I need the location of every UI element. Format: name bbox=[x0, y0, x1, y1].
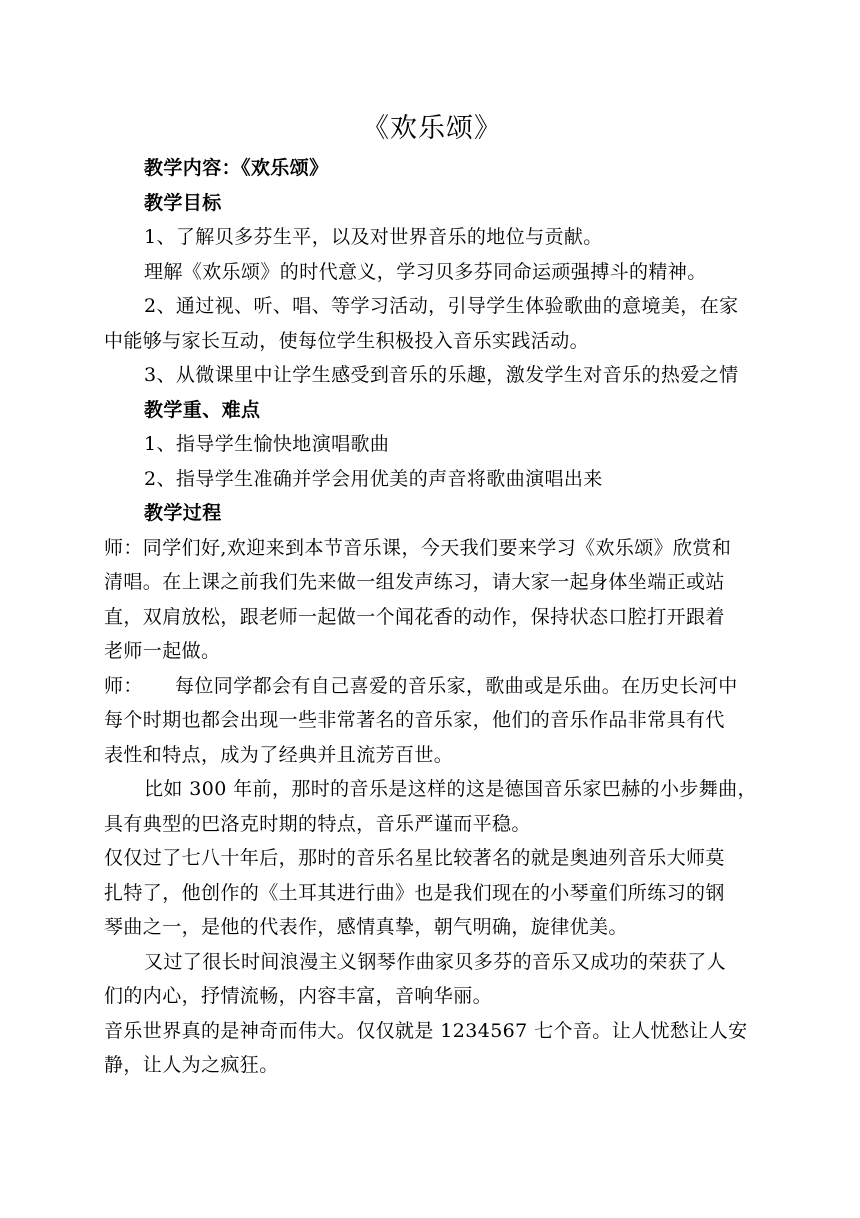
text-line: 扎特了，他创作的《土耳其进行曲》也是我们现在的小琴童们所练习的钢 bbox=[104, 881, 725, 904]
text-line: 2、通过视、听、唱、等学习活动，引导学生体验歌曲的意境美，在家 bbox=[144, 295, 739, 317]
text-line: 2、指导学生准确并学会用优美的声音将歌曲演唱出来 bbox=[144, 467, 603, 490]
text-line: 中能够与家长互动，使每位学生积极投入音乐实践活动。 bbox=[104, 329, 590, 352]
text-line: 琴曲之一，是他的代表作，感情真挚，朝气明确，旋律优美。 bbox=[104, 916, 628, 938]
text-line: 3、从微课里中让学生感受到音乐的乐趣，激发学生对音乐的热爱之情 bbox=[144, 364, 739, 386]
document-body bbox=[104, 151, 760, 1083]
text-line: 1、了解贝多芬生平，以及对世界音乐的地位与贡献。 bbox=[144, 226, 603, 248]
text-line: 们的内心，抒情流畅，内容丰富，音响华丽。 bbox=[104, 985, 493, 1007]
text-line: 又过了很长时间浪漫主义钢琴作曲家贝多芬的音乐又成功的荣获了人 bbox=[144, 950, 727, 973]
document-title: 《欢乐颂》 bbox=[362, 113, 502, 144]
text-line: 直，双肩放松，跟老师一起做一个闻花香的动作，保持状态口腔打开跟着 bbox=[104, 605, 725, 628]
text-line: 具有典型的巴洛克时期的特点，音乐严谨而平稳。 bbox=[104, 812, 531, 835]
section-heading: 教学内容：《欢乐颂》 bbox=[144, 157, 329, 179]
text-line: 比如 300 年前，那时的音乐是这样的这是德国音乐家巴赫的小步舞曲， bbox=[144, 778, 757, 800]
text-line: 每个时期也都会出现一些非常著名的音乐家，他们的音乐作品非常具有代 bbox=[104, 709, 725, 731]
text-line: 师：同学们好,欢迎来到本节音乐课，今天我们要来学习《欢乐颂》欣赏和 bbox=[104, 536, 732, 559]
document-page bbox=[104, 107, 760, 1083]
text-line: 理解《欢乐颂》的时代意义，学习贝多芬同命运顽强搏斗的精神。 bbox=[144, 260, 707, 283]
section-heading: 教学重、难点 bbox=[144, 398, 261, 421]
text-line: 老师一起做。 bbox=[104, 640, 221, 662]
text-line: 1、指导学生愉快地演唱歌曲 bbox=[144, 433, 390, 455]
text-line: 仅仅过了七八十年后，那时的音乐名星比较著名的就是奥迪列音乐大师莫 bbox=[104, 847, 725, 869]
text-line: 清唱。在上课之前我们先来做一组发声练习，请大家一起身体坐端正或站 bbox=[104, 571, 725, 593]
text-line: 师： 每位同学都会有自己喜爱的音乐家，歌曲或是乐曲。在历史长河中 bbox=[104, 674, 738, 697]
text-line: 静，让人为之疯狂。 bbox=[104, 1054, 279, 1076]
text-line: 音乐世界真的是神奇而伟大。仅仅就是 1234567 七个音。让人忧愁让人安 bbox=[104, 1019, 748, 1042]
section-heading: 教学目标 bbox=[144, 191, 222, 214]
section-heading: 教学过程 bbox=[144, 502, 222, 524]
text-line: 表性和特点，成为了经典并且流芳百世。 bbox=[104, 743, 454, 766]
